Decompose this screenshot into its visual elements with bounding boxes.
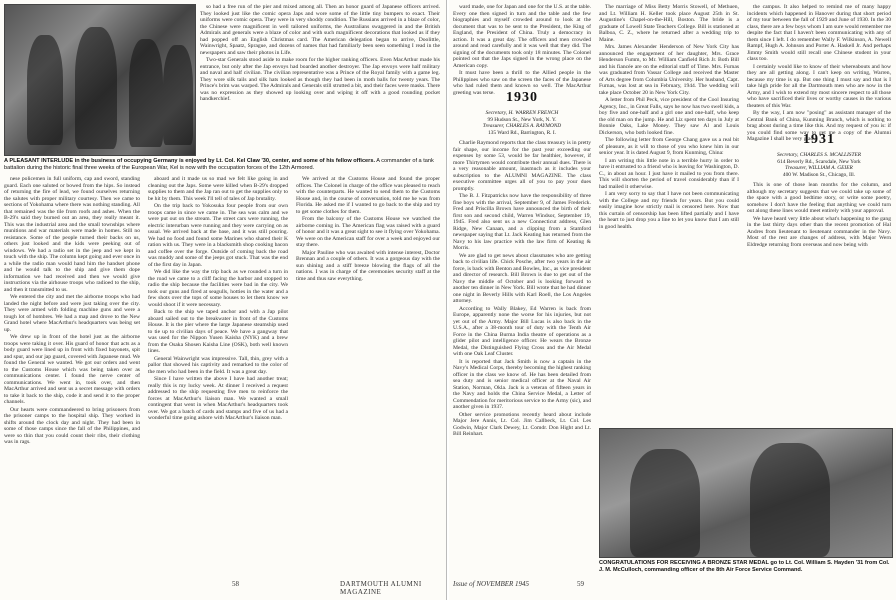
left-col2-para-4: Back to the ship we taped anchor and with a Jap pilot aboard sailed out to the breakwater in front of the Customs House. It is the pier where the large Japanese steamship used to tie up to civilian days of peace. We have a gangway that was used for the Nippon Yusen Kaisha (NYK) and a brew from the Osaka Shosen Kaisha Line (OSK), both well known lines. <box>148 309 288 354</box>
class-1931-officers <box>747 152 891 178</box>
class-1931-secretary-address: 614 Beverly Rd., Scarsdale, New York <box>777 158 861 165</box>
left-col1-para-1: nese policemen in full uniform, cap and sword, standing guard. Each one saluted or bowed from the hips. So instead of returning the fire of lead, we found ourselves returning the salutes with proper military courtesy. Then we came to sections of Yokohama where there was nothing standing. All that remained was the tile from roofs and ashes. When the B-29's said they burned out an area, they really meant it. This was the industrial area and the small townships where munitions and war materials were made in homes. Still no resistance. Some of the people turned their backs on us, others just looked and the kids were peeking out of windows. We had a radio set in the jeep and we kept in touch with the ship. The column kept going and ever once in a while the radio man would hand him the handset phone and he would talk to the ship and give them dope information we had received and then we would give instructions via the airhouse troops who radioed to the ship, and then it transmitted to us. <box>4 176 140 293</box>
right-col2-para-3: A letter from Phil Peck, vice president of the Cool Insuring Agency, Inc., in Great Falls, says he now has two swell kids, a boy five and one-half and a girl one and one-half, who keep the old man on the jump. He and Liz spent ten days in July at Bonnie Oaks, Lake Money. They saw Al and Louis Dickerson, who both looked fine. <box>599 97 739 136</box>
class-1930-secretary-address: 99 Hudson St., New York, N. Y. <box>487 116 557 123</box>
left-col1-para-4: Our hearts were commandeered to bring prisoners from the prisoner camps to the hospital ship. They worked in shifts around the clock day and night. They had been in some of those camps since the fall of the Philippines, and were so thin that you could count their ribs, their clothing was in rags. <box>4 406 140 445</box>
right-col2-para-6: I am very sorry to say that I have not been communicating with the College and my friends for years. But you could easily imagine how strictly mail is censored here. Now that this curtain of censorship has been lifted partially and I have the heart to just drop you a line to let you know that I am still in good health. <box>599 191 739 230</box>
left-col3-para-1: so had a free run of the pier and mixed among all. Then an honor guard of Japanese officers arrived. They looked just like the comic opera Japs and wore some of the little tiny bumpers to exact. Their uniforms were comic opera. They were in very shoddy condition. The Russians arrived in a blaze of color, the Chinese were magnificent in well tailored uniforms, the Australians swaggered in and the British Admirals and generals were a blaze of color and with such magnificent decorations that looked as if they had popped off an English Christmas card. The American delegation began to arrive, Doolittle, Wainwright, Spaatz, Sprague, and dozens of names that had familiarly been seen something I read in the newspapers and saw their photos in Life. <box>200 4 440 56</box>
right-col1-para-2: It must have been a thrill to the Allied people in the Philippines who saw on the screen the faces of the Japanese who had ruled them and known so well. The MacArthur greeting was terse. <box>453 70 591 96</box>
left-column-1 <box>4 176 140 572</box>
class-1931-treasurer: Treasurer, WILLIAM A. GEIER <box>785 165 853 172</box>
left-column-3-lower <box>296 176 440 572</box>
right-col3-para-2: I certainly would like to know of their whereabouts and how they are all getting along. I can't keep on writing, Warren, because my time is up. But one thing I must say and that is I take high pride for all the Dartmouth men who are now in the Army, and I wish to extend my most sincere respect to all those who have sacrificed their lives or worthy causes in the various theaters of this War. <box>747 63 891 109</box>
left-col3-para-5: Major Pauline who was awaited with intense interest, Doctor Brennan and a couple of others. It was a gorgeous day with the sun shining and a stiff breeze blowing the flags of all the nations. I was in charge of the ceremonies security staff at the time and thus saw everything. <box>296 249 440 282</box>
right-column-1-top <box>453 4 591 96</box>
right-caption-rest: from Col. J. M. McCulloch, commanding officer of the 8th Air Force Service Command. <box>599 560 890 573</box>
right-page <box>449 0 896 600</box>
right-col1-para-8: Other service promotions recently heard about include Major Jere Annis, Lt. Col. Jim Callbeck, Lt. Col. Les Godwin, Major Clark Dewey, Lt. Comdr. Don Hight and Lt. Bill Reinhart. <box>453 411 591 437</box>
right-col2-para-4: The following letter from George Chang gave us a real bit of pleasure, as it will to those of you who knew him in our senior year. It is dated August 9, from Kunming, China: <box>599 137 739 156</box>
left-col1-para-2: We entered the city and met the airborne troops who had landed the night before and were just taking over the city. They were armed with folding machine guns and were a tough lot of hombres. We had a map and drove to the New Grand hotel where MacArthur's headquarters was being set up. <box>4 294 140 333</box>
class-1931-treasurer-address: 400 W. Madison St., Chicago, Ill. <box>782 171 856 178</box>
left-col1-para-3: We drew up in front of the hotel just as the airborne troops were taking it over. His guard of honor that acts as a body guard were lined up in front with fixed bayonets, spit and spur, and our jap guard, covered with Japanese mud. We found the General we wanted. We got our orders and went to the Customs House which was being taken over as communications center. I found the nerve center of communications. We went in, took over, and then MacArthur arrived and sent us a secret message with orders to take it back to the ship, code it and send it to the proper channels. <box>4 334 140 405</box>
issue-date-footer <box>453 580 529 588</box>
left-caption-rest: A commander of a tank battalion during the historic final three weeks of the European War, Kel is now with the occupation forces of the 12th Armored. <box>4 158 434 171</box>
left-caption-lead: A PLEASANT INTERLUDE in the business of occupying Germany is enjoyed by Lt. Col. Kel Claw '30, center, and some of his fellow officers. <box>4 158 376 164</box>
right-col1-para-1: ward made, one for Japan and one for the U.S. at the table. Every one then signed in turn and the table and the few biographies and myself crowded around to look at the document that was to be sent to the President, the King of England, the President of China. Truly a democracy in action. It was a great day. The officers and men crowded around and read carefully and it was well that they did. The signing of the documents took only 18 minutes. The Colonel pointed out that the Japs signed in the wrong place on the American copy. <box>453 4 591 69</box>
right-col3-para-5: We have heard very little about what's happening to the gang in the last thirty days other than the recent promotion of Hal Andres from lieutenant to lieutenant commander in the Navy. Most of the rest are changes of address, with Major Wern Eldredge returning from overseas and now being with <box>747 215 891 248</box>
class-1930-secretary: Secretary, H. WARREN FRENCH <box>485 110 559 116</box>
class-year-1930: 1930 <box>506 90 538 105</box>
right-col1-para-5: We are glad to get news about classmates who are getting back to civilian life. Chick Posche, after two years in the air force, is back with Benton and Bowles, Inc., as vice president and director of research. Bill Brown is due to get out of the Navy the middle of October and is looking forward to another ten dinner in New York. Bill wrote that he had dinner one night in Beverly Hills with Karl Roell, the Los Angeles attorney. <box>453 252 591 304</box>
right-photo-caption <box>599 560 891 574</box>
right-column-3 <box>747 182 891 422</box>
left-column-3 <box>200 4 440 154</box>
right-col3-para-1: the campus. It also helped to remind me of many happy incidents which happened in Hanover during that short period of my tour between the fall of 1929 and June of 1930. In the 30 class, there are a few boys whom I am sure would remember me despite the fact that I haven't been communicating with any of them since I left. I do remember Wally F. Wilkinson, A. Newell Rampf, Hugh A. Johnson and Porter A. Haskell Jr. And perhaps Jimmy Smith would still recall one Chinese student in your class too. <box>747 4 891 62</box>
right-col1-para-7: It is reported that Jack Smith is now a captain in the Navy's Medical Corps, thereby becoming the highest ranking officer in the class we know of. He has been detailed from sea duty and is senior medical officer at the Naval Air Station, Norman, Okla. Jack is a veteran of fifteen years in the Navy and holds the China Service Medal, a Letter of Commendation for meritorious service to the Army (sic), and another given in 1937. <box>453 358 591 410</box>
right-page-number: 59 <box>577 580 584 588</box>
right-caption-lead: CONGRATULATIONS FOR RECEIVING A BRONZE STAR MEDAL go to Lt. Col. William S. Hayden '31 <box>599 560 864 566</box>
left-col2-para-5: General Wainwright was impressive. Tall, thin, grey with a pallor that showed his captivity and remarked to the color of the men who had been in the field. It was a great day. <box>148 355 288 375</box>
right-col1-para-6: According to Wally Blakey, Ed Warren is back from Europe, apparently none the worse for his injuries, but not yet out of the Army. Major Bill Lucas is also back in the U.S.A., after a 38-month tour of duty with the Tenth Air Force in the China Burma India theatre of operations as a glider pilot and intelligence officer. He wears the Bronze Medal, the Distinguished Flying Cross and the Air Medal with one Oak Leaf Cluster. <box>453 305 591 357</box>
magazine-title-footer: DARTMOUTH ALUMNI MAGAZINE <box>340 580 422 596</box>
left-column-2 <box>148 176 288 572</box>
right-col1-para-4: The B. J. Fitzpatricks now have the responsibility of three fine boys with the arrival, September 9, of James Frederick. Fred and Priscilla Brown have announced the birth of their first son and second child, Warren Windsor, September 19, 1945. Fred also sent us a new Connecticut address, Glen Ridge, New Canaan, and a clipping from a Stamford newspaper saying that Lt. Jack Keating has returned from the Navy to his law practice with the law firm of Keating & Morris. <box>453 193 591 251</box>
bronze-star-ceremony-photo <box>599 428 893 558</box>
right-col2-para-1: The marriage of Miss Betty Morris Stowell, of Methuen, and Lt. William H. Keller took place August 25th in St. Augustine's Chapel-on-the-Hill, Boston. The bride is a graduate of Lowell State Teachers College. Bill is stationed at Balboa, C. Z., where he returned after a wedding trip to Maine. <box>599 4 739 43</box>
occupation-officers-photo <box>4 4 196 156</box>
left-col3-para-3: We arrived at the Customs House and found the proper offices. The Colonel in charge of the office was pleased to reach with the counterparts. He wanted to send them to the Customs House and, in the course of conversation, told me he was from Florida. He asked me if I wanted to go back to the ship and try to get some clothes for them. <box>296 176 440 215</box>
left-page <box>0 0 447 600</box>
left-page-number: 58 <box>232 580 239 588</box>
class-1930-treasurer: Treasurer, CHARLES A. RAYMOND <box>482 123 562 130</box>
class-1930-officers <box>453 110 591 136</box>
right-column-1 <box>453 140 591 572</box>
left-col3-para-4: From the balcony of the Customs House we watched the airborne coming in. The American flag was raised with a guard of honor and it was a great sight to see it flying over Yokohama. We were on the American staff for over a week and enjoyed our stay there. <box>296 216 440 248</box>
left-col2-para-2: On the trip back to Yokosuka four people from our own troops came in since we came in. The sea was calm and we were put out on the stream. The street cars were running, the electric interurban were running and they were carrying on as usual. We arrived back at the base, and it was still pouring. We had no food and found some Marines who shared their K ration with us. They were in a blacksmith shop cooking bacon and coffee over the forge. Outside of coming back the road was muddy and some of the jeeps got stuck. That was the end of the first day in Japan. <box>148 203 288 268</box>
issue-date: Issue of NOVEMBER 1945 <box>453 580 530 588</box>
class-1931-secretary: Secretary, CHARLES S. MCALLISTER <box>776 152 862 158</box>
left-col2-para-1: aboard and it made us so mad we felt like going in and cleaning out the Japs. Some were killed when B-29's dropped supplies to them and the Jap ran out to get the supplies only to be hit by them. This week I'll tell of tales of Jap brutality. <box>148 176 288 202</box>
right-col2-para-2: Mrs. James Alexander Henderson of New York City has announced the engagement of her daughter, Mrs. Grace Henderson Fumm, to Mr. William Canfield Rich Jr. Both Bill and his fiancée are on the editorial staff of Time. Mrs. Furnas was graduated from Vassar College and received the Master of Arts degree from Columbia University. Her husband, Capt. Furnas, was lost at sea in February, 1944. The wedding will take place October 20 in New York City. <box>599 44 739 96</box>
right-col3-para-3: By the way, I am now "posing" as assistant manager of the Central Bank of China, Kunming Branch, which is nothing to brag about during a time like this. And my request of you is: if you could find some way to get me a copy of the Alumni Magazine I shall be very glad. <box>747 110 891 142</box>
right-col1-para-3: Charlie Raymond reports that the class treasury is in pretty fair shape, our income for the past year exceeding our expenses by some 53, would be far healthier, however, if more Thirtymen would contribute their annual dues. There is a very reasonable amount, inasmuch as it includes your subscription to the ALUMNI MAGAZINE. The class executive committee urges all of you to pay your dues promptly. <box>453 140 591 192</box>
left-col3-para-2: Two-star Generals stood aside to make room for the higher ranking officers. Even MacArthur made his entrance, but only after the Jap envoys had boarded another destroyer. The Jap envoys were half military and naval and half civilian. The civilian representative was a Prince of the Royal family with a game leg. They wore silk tails and silk hats looked as though they had been in moth balls for twenty years. The Prince's brim was warped. The Admirals and Generals still strutted a bit, and their faces were masks. There was no expression as they showed up looking over and wiping it off with a good rounding pocket handkerchief. <box>200 57 440 102</box>
right-column-2 <box>599 4 739 422</box>
class-1930-treasurer-address: 135 Ward Rd., Barrington, R. I. <box>487 129 557 136</box>
left-photo-caption <box>4 158 436 172</box>
left-col2-para-6: Since I have written the above I have had another treat; really this is my lucky week. At dinner I received a request addressed to the ship requesting five men to reinforce the forces at MacArthur's liaison man. We wanted a small contingent that went in when MacArthur's headquarters took over. We got a batch of cards and stamps and five of us had a wonderful time going ashore with MacArthur's liaison man. <box>148 376 288 421</box>
right-col2-para-5: I am writing this little note in a terrible hurry in order to have it entrusted to a friend who is leaving for Washington, D. C., in about an hour. I just have it mailed to you from there. This will shorten the period of travel considerably than if I had mailed it otherwise. <box>599 157 739 190</box>
class-year-1931: 1931 <box>803 132 835 147</box>
right-col3-para-4: This is one of those lean months for the column, and although my secretary suggests that we could take up some of the space with a good bedtime story, or write some poetry, somehow I don't have the feeling that anything we could turn out along these lines would meet entirely with your approval. <box>747 182 891 214</box>
left-col2-para-3: We did like the way the trip back as we rounded a turn in the road we came to a cliff facing the harbor and stopped to radio the ship because the facilities were bad in the city. We took our guns and fired at seagulls, hotties in the water and a few shots over the tops of some houses to let them know we would shoot if it were necessary. <box>148 269 288 308</box>
